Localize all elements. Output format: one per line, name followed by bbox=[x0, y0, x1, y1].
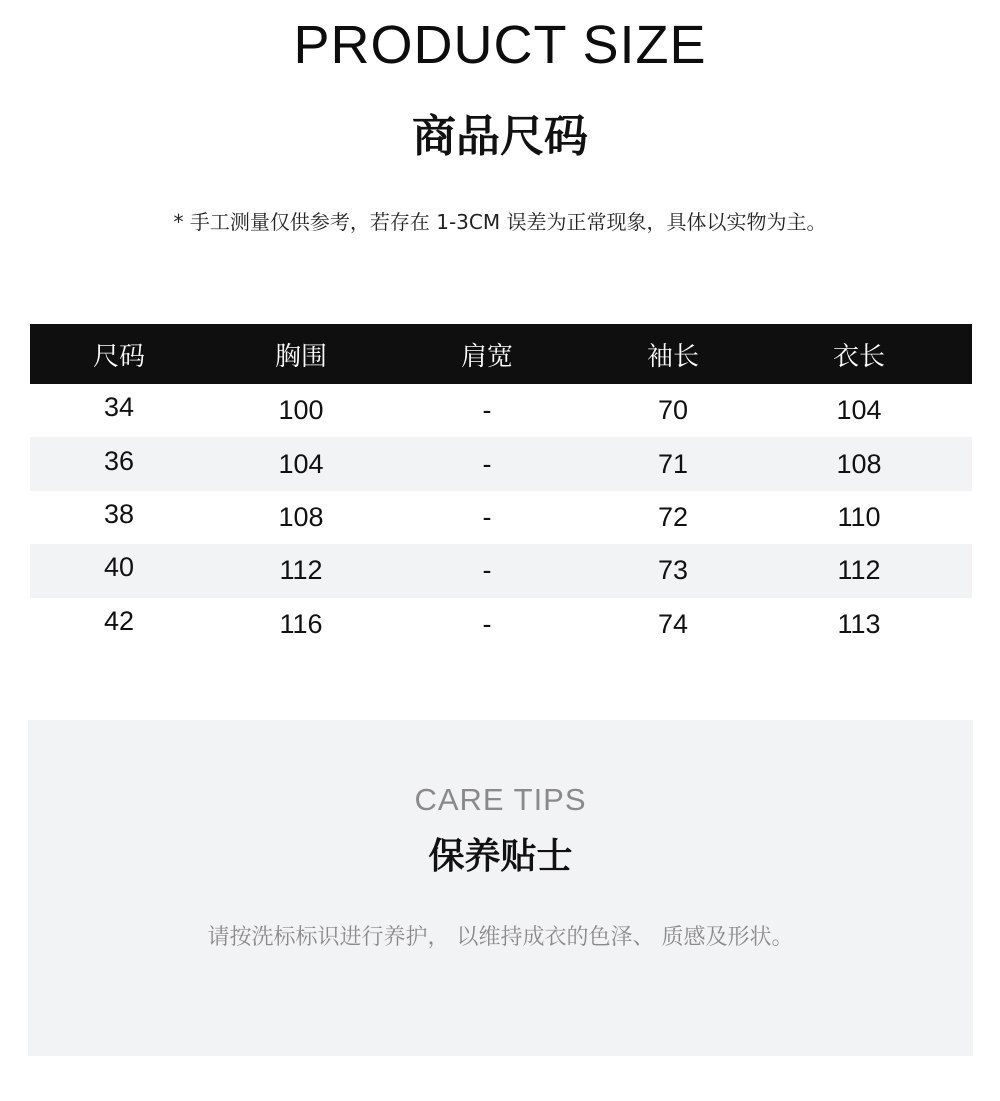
shoulder-cell: - bbox=[482, 501, 492, 532]
size-cell: 38 bbox=[103, 498, 135, 529]
column-header-chest: 胸围 bbox=[274, 341, 327, 372]
table-row bbox=[30, 384, 972, 437]
sleeve-cell: 74 bbox=[657, 608, 689, 639]
column-header-sleeve: 袖长 bbox=[646, 341, 699, 372]
chest-cell: 100 bbox=[278, 395, 324, 426]
chest-cell: 112 bbox=[279, 555, 323, 586]
length-cell: 113 bbox=[837, 608, 881, 639]
table-row bbox=[30, 491, 972, 544]
measurement-note: * 手工测量仅供参考，若存在 1-3CM 误差为正常现象，具体以实物为主。 bbox=[173, 210, 827, 234]
product-size-title: PRODUCT SIZE bbox=[293, 15, 707, 75]
chest-cell: 116 bbox=[279, 608, 323, 639]
product-size-title-cn: 商品尺码 bbox=[412, 111, 588, 162]
table-row bbox=[30, 437, 972, 490]
table-row bbox=[30, 598, 972, 651]
size-cell: 42 bbox=[103, 605, 135, 636]
column-header-length: 衣长 bbox=[832, 341, 885, 372]
size-cell: 36 bbox=[103, 445, 135, 476]
sleeve-cell: 73 bbox=[657, 555, 689, 586]
length-cell: 112 bbox=[837, 555, 881, 586]
length-cell: 104 bbox=[836, 395, 882, 426]
size-cell: 34 bbox=[103, 392, 135, 423]
length-cell: 108 bbox=[836, 448, 882, 479]
shoulder-cell: - bbox=[482, 395, 492, 426]
care-tips-panel bbox=[28, 720, 973, 1056]
column-header-shoulder: 肩宽 bbox=[460, 341, 513, 372]
length-cell: 110 bbox=[837, 501, 881, 532]
shoulder-cell: - bbox=[482, 448, 492, 479]
care-tips-description: 请按洗标标识进行养护， 以维持成衣的色泽、 质感及形状。 bbox=[207, 925, 794, 950]
sleeve-cell: 71 bbox=[657, 448, 689, 479]
chest-cell: 108 bbox=[278, 501, 324, 532]
chest-cell: 104 bbox=[278, 448, 324, 479]
column-header-size: 尺码 bbox=[92, 341, 145, 372]
size-table bbox=[30, 324, 972, 651]
sleeve-cell: 70 bbox=[657, 395, 689, 426]
sleeve-cell: 72 bbox=[657, 501, 689, 532]
care-tips-title: CARE TIPS bbox=[414, 782, 587, 817]
size-table-header bbox=[30, 324, 972, 384]
care-tips-title-cn: 保养贴士 bbox=[428, 836, 573, 877]
shoulder-cell: - bbox=[482, 555, 492, 586]
size-cell: 40 bbox=[103, 552, 135, 583]
shoulder-cell: - bbox=[482, 608, 492, 639]
table-row bbox=[30, 544, 972, 597]
